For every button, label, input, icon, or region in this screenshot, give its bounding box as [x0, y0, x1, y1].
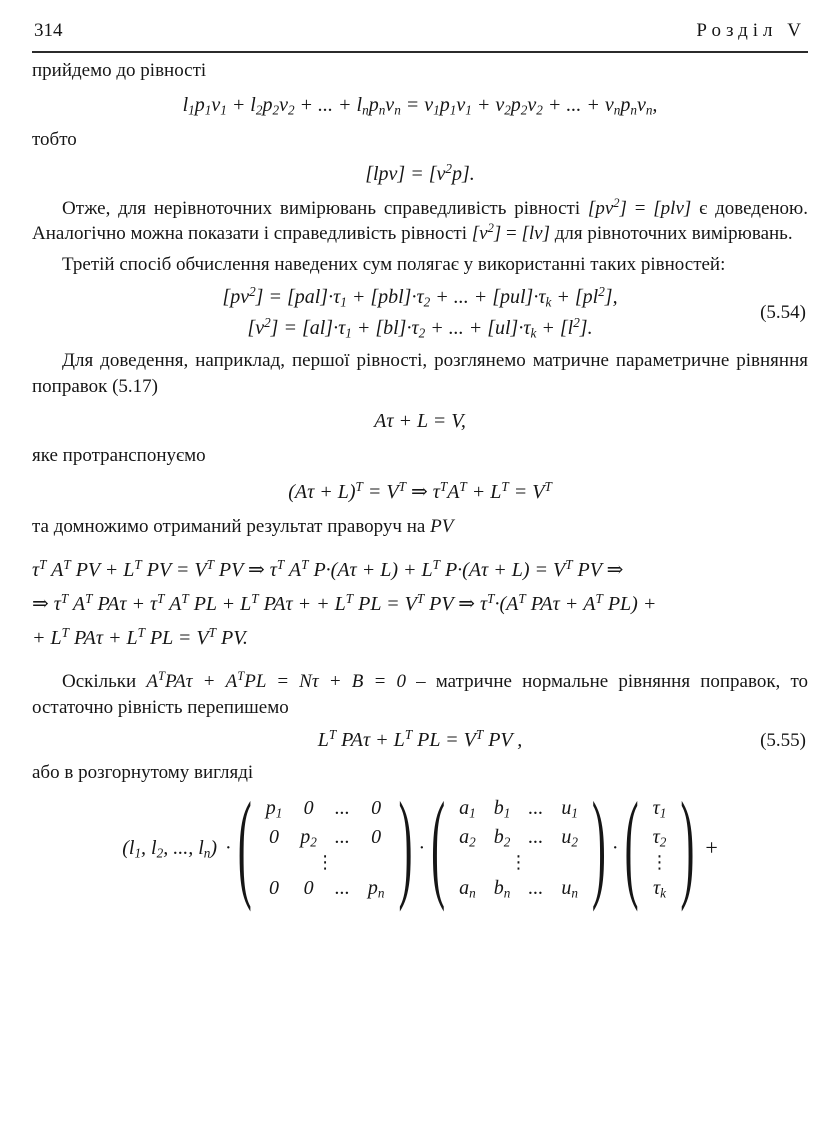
- table-row: [644, 874, 676, 903]
- table-row: [450, 852, 587, 874]
- table-row: [257, 794, 394, 823]
- table-row: [644, 794, 676, 823]
- equation-group-5-55: [32, 726, 808, 752]
- matrix-cell: 0: [303, 796, 314, 819]
- matrix-cell: $a_2$: [459, 825, 476, 850]
- multiplication-dot: ·: [225, 836, 232, 859]
- paragraph-otzhe: Отже, для нерівноточних вимірювань справедливість рівності $[pv^2] = [plv]$ є доведеною. Аналогічно можна показати і справедливість рівності $[v^2] = [lv]$ для рівноточних вимірювань.: [32, 195, 808, 245]
- big-left-paren: (: [431, 781, 446, 916]
- matrix-cell: 0: [268, 825, 279, 848]
- big-left-paren: (: [237, 781, 252, 916]
- table-row: [450, 874, 587, 903]
- matrix-cell: $u_2$: [561, 825, 578, 850]
- big-right-paren: ): [591, 781, 606, 916]
- matrix-cell: ...: [334, 876, 350, 899]
- paragraph-ta-domnozhymo: та домножимо отриманий результат праворуч на PV: [32, 515, 454, 537]
- matrix-cell: ...: [334, 825, 350, 848]
- matrix-cell: 0: [371, 825, 382, 848]
- equation-5-55: $L^T$ $PA\tau + L^T$ PL = $V^T$ PV ,: [317, 726, 523, 752]
- equation-label-5-55: (5.55): [760, 729, 806, 751]
- equation-label-5-54: (5.54): [760, 302, 806, 324]
- chapter-label: Розділ V: [696, 20, 806, 41]
- matrix-cell: $b_2$: [493, 825, 511, 850]
- matrix-cell: ...: [528, 796, 544, 819]
- derivation-block: [32, 553, 808, 655]
- equation-lpv: $[lpv] = [v^2p]$.: [365, 160, 475, 185]
- equation-5-54-line2: $[v^2] = [al]\cdot\tau_1 + [bl]\cdot\tau_2$ + ... + $[ul]\cdot\tau_k + [l^2]$.: [247, 314, 593, 341]
- page-number: 314: [34, 20, 63, 41]
- matrix-cell: ...: [528, 825, 544, 848]
- matrix-cell: $p_n$: [367, 876, 385, 901]
- matrix-cell: $u_n$: [561, 876, 578, 901]
- equation-atl: Aτ + L = V,: [374, 409, 466, 432]
- matrix-cell: $\tau_1$: [652, 796, 667, 821]
- matrix-cell: $b_1$: [493, 796, 511, 821]
- equation-sum: $l_1p_1v_1 + l_2p_2v_2$ + ... + $l_np_nv_n = v_1p_1v_1 + v_2p_2v_2$ + ... + $v_np_nv_n$,: [182, 93, 658, 118]
- abu-matrix: [450, 794, 587, 903]
- row-vector-l: ($l_1$, $l_2$, ..., $l_n$): [122, 836, 218, 861]
- paragraph-intro: прийдемо до рівності: [32, 60, 207, 81]
- derivation-line-2: ⇒ $\tau^T$ $A^T$ $PA\tau + \tau^T$ $A^T$ PL + $L^T$ PAτ + + $L^T$ PL = $V^T$ PV ⇒ $\tau^T\cdot(A^T$ $PA\tau + A^T$ PL) +: [32, 591, 657, 616]
- big-right-paren: ): [680, 781, 695, 916]
- page-header: [32, 14, 808, 53]
- paragraph-tobto: тобто: [32, 128, 77, 150]
- paragraph-abo: або в розгорнутому вигляді: [32, 762, 254, 784]
- derivation-line-1: $\tau^T$ $A^T$ PV + $L^T$ PV = $V^T$ PV ⇒ $\tau^T$ $A^T$ $P\cdot(A\tau + L) + L^T$ $P\cdot(A\tau + L) = V^T$ PV ⇒: [32, 557, 624, 582]
- table-row: [257, 852, 394, 874]
- table-row: [450, 823, 587, 852]
- tau-vector: [644, 794, 676, 903]
- big-right-paren: ): [398, 781, 413, 916]
- matrix-cell: $p_1$: [265, 796, 283, 821]
- equation-transpose: $(A\tau + L)^T = V^T$ ⇒ $\tau^TA^T + L^T = V^T$: [288, 478, 552, 503]
- paragraph-yake: яке протранспонуємо: [32, 444, 206, 466]
- matrix-cell: ...: [334, 796, 350, 819]
- matrix-cell: $u_1$: [561, 796, 578, 821]
- matrix-cell: $b_n$: [493, 876, 511, 901]
- paragraph-dovedennia: Для доведення, наприклад, першої рівності, розглянемо матричне параметричне рівняння поправок (5.17): [32, 350, 808, 397]
- matrix-cell: 0: [371, 796, 382, 819]
- matrix-cell: ...: [528, 876, 544, 899]
- vdots: ⋮: [509, 852, 528, 874]
- matrix-cell: $a_n$: [459, 876, 476, 901]
- paragraph-tretiy: Третій спосіб обчислення наведених сум полягає у використанні таких рівностей:: [62, 254, 726, 276]
- table-row: [257, 874, 394, 903]
- plus-sign: +: [705, 835, 718, 861]
- equation-group-5-54: [32, 283, 808, 341]
- matrix-cell: 0: [303, 876, 314, 899]
- p-matrix: [257, 794, 394, 903]
- paragraph-oskilky: Оскільки $A^TPA\tau + A^TPL = N\tau + B = 0$ – матричне нормальне рівняння поправок, то остаточно рівність перепишемо: [32, 669, 808, 719]
- big-left-paren: (: [624, 781, 639, 916]
- vdots: ⋮: [316, 852, 335, 874]
- matrix-cell: $a_1$: [459, 796, 476, 821]
- table-row: [257, 823, 394, 852]
- equation-5-54-line1: $[pv^2] = [pal]\cdot\tau_1 + [pbl]\cdot\tau_2$ + ... + $[pul]\cdot\tau_k + [pl^2]$,: [222, 283, 618, 310]
- matrix-cell: 0: [268, 876, 279, 899]
- matrix-cell: $\tau_k$: [652, 876, 666, 901]
- vdots: ⋮: [650, 852, 669, 874]
- table-row: [644, 823, 676, 852]
- derivation-line-3: + $L^T$ $PA\tau + L^T$ PL = $V^T$ PV.: [32, 625, 248, 650]
- matrix-cell: $\tau_2$: [652, 825, 667, 850]
- matrix-equation: [32, 781, 808, 916]
- multiplication-dot: ·: [611, 836, 619, 859]
- multiplication-dot: ·: [418, 836, 426, 859]
- matrix-cell: $p_2$: [300, 825, 317, 850]
- table-row: [450, 794, 587, 823]
- table-row: [644, 852, 676, 874]
